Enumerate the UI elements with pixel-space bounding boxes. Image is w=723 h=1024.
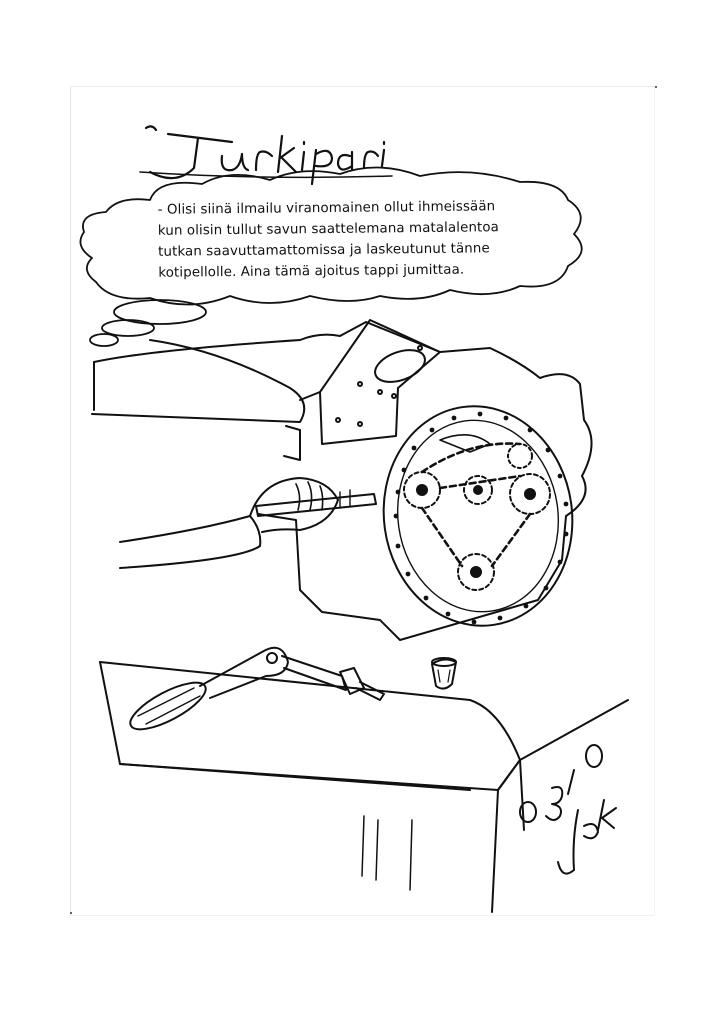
- caption-line: kotipellolle. Aina tämä ajoitus tappi jumittaa.: [158, 262, 465, 281]
- thought-bubble-caption: [158, 196, 499, 284]
- comic-title: [140, 126, 392, 184]
- caption-line: tutkan saavuttamattomissa ja laskeutunut tänne: [158, 241, 490, 260]
- caption-line: kun olisin tullut savun saattelemana matalalentoa: [157, 220, 500, 239]
- caption-line: - Olisi siinä ilmailu viranomainen ollut ihmeissään: [157, 199, 496, 218]
- socket-nut: [432, 658, 456, 689]
- workbench: [100, 662, 628, 912]
- ratchet-wrench: [124, 648, 384, 738]
- artist-signature: [520, 745, 616, 874]
- timing-gear-housing: [370, 394, 587, 638]
